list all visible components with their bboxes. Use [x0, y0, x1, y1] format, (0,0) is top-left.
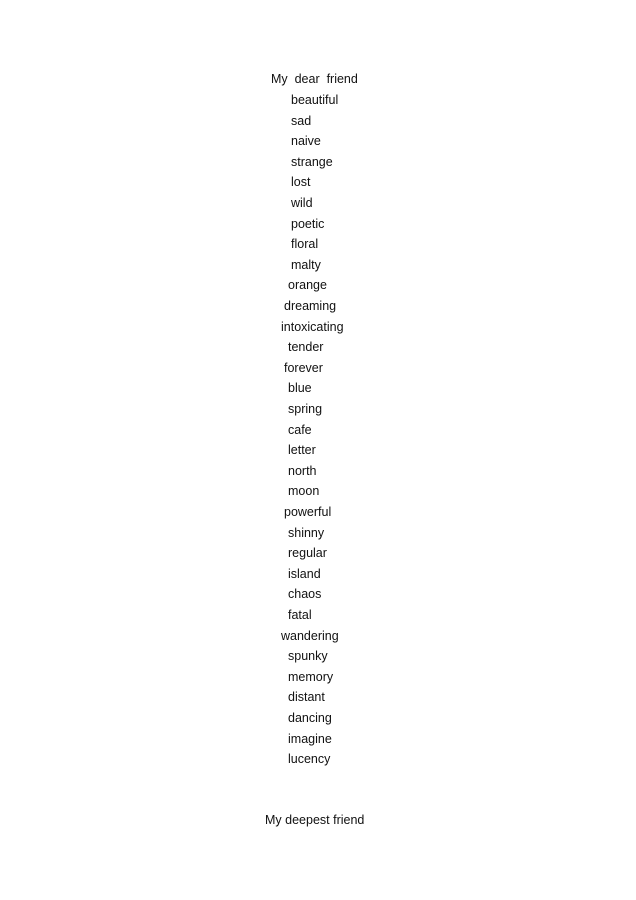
word-line: strange: [291, 155, 333, 169]
word-line: letter: [288, 443, 316, 457]
word-line: island: [288, 567, 321, 581]
word-line: lucency: [288, 752, 331, 766]
word-line: fatal: [288, 608, 312, 622]
word-line: malty: [291, 258, 321, 272]
word-line: wandering: [281, 629, 339, 643]
word-line: naive: [291, 134, 321, 148]
word-line: wild: [291, 196, 313, 210]
word-line: intoxicating: [281, 320, 344, 334]
word-line: dancing: [288, 711, 332, 725]
word-line: powerful: [284, 505, 332, 519]
word-line: chaos: [288, 587, 322, 601]
word-line: distant: [288, 690, 325, 704]
word-line: spring: [288, 402, 323, 416]
poem-closing: My deepest friend: [265, 813, 365, 827]
word-line: regular: [288, 546, 327, 560]
word-line: north: [288, 464, 317, 478]
word-line: imagine: [288, 732, 332, 746]
poem-heading: My dear friend: [271, 72, 358, 86]
word-line: floral: [291, 237, 319, 251]
word-line: spunky: [288, 649, 328, 663]
word-line: dreaming: [284, 299, 337, 313]
word-line: beautiful: [291, 93, 339, 107]
word-line: poetic: [291, 217, 325, 231]
word-line: cafe: [288, 423, 312, 437]
word-line: blue: [288, 381, 312, 395]
word-line: sad: [291, 114, 312, 128]
word-line: memory: [288, 670, 334, 684]
word-line: orange: [288, 278, 327, 292]
word-line: lost: [291, 175, 311, 189]
word-line: moon: [288, 484, 320, 498]
word-line: tender: [288, 340, 324, 354]
word-line: shinny: [288, 526, 325, 540]
word-line: forever: [284, 361, 323, 375]
